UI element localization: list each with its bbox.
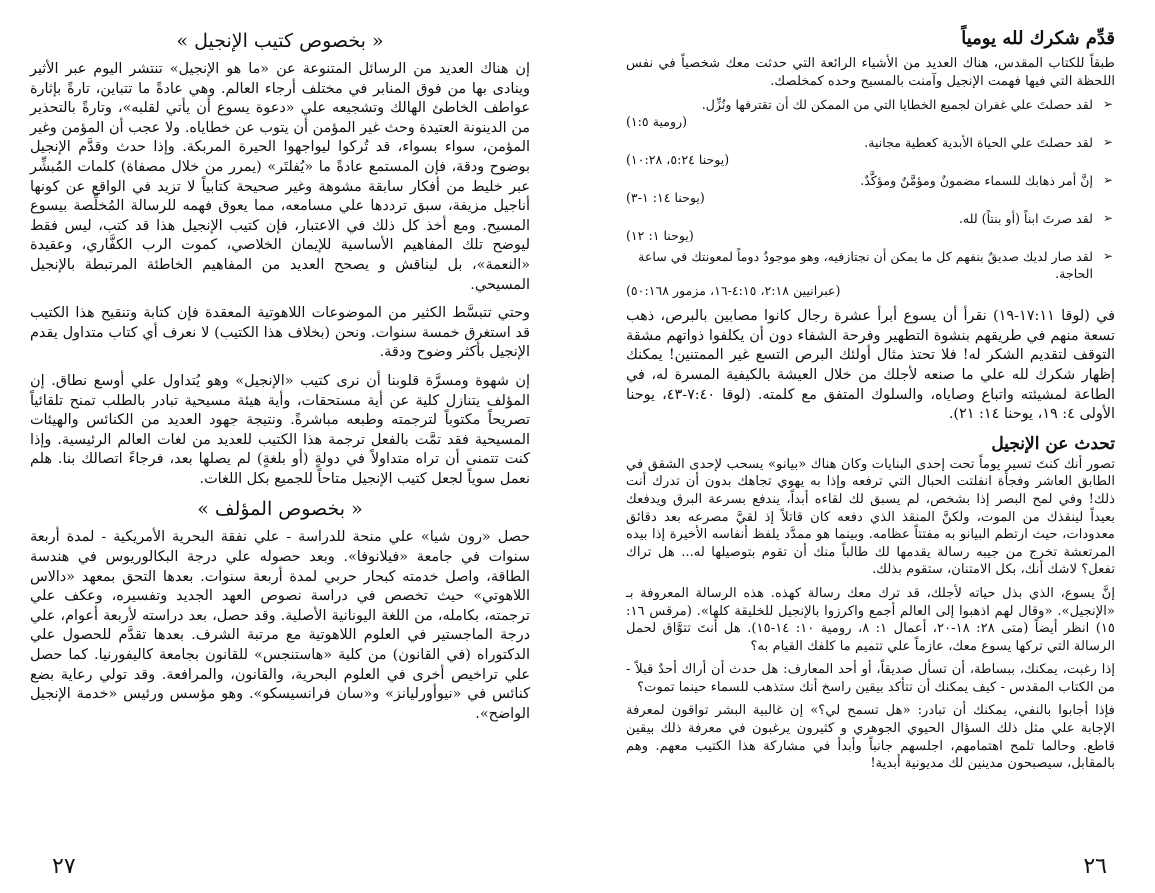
arrow-bullet-icon: ➢ (1102, 135, 1113, 150)
list-item: ➢ لقد حصلتَ علي غفران لجميع الخطايا التي من الممكن لك أن تقترفها ونُزِّل. (رومية ١:٥) (626, 97, 1113, 130)
luke-paragraph: في (لوقا ١٧:١١-١٩) نقرأ أن يسوع أبرأ عشرة رجال كانوا مصابين بالبرص، ذهب تسعة منهم في طريقهم بنشوة التطهير وفرحة الشفاء دون أن يكلفوا ذواتهم مشقة التوقف لتقديم الشكر له! فلا تحتذ مثال أولئك البرص التسع غير الممتنين! يمكنك إظهار شكرك لله علي ما صنعه لأجلك من خلال العيشة بالكيفية المسرة له، في الطاعة لمشيئته واتباع وصاياه، والسلوك المتفق مع كلمته. (لوقا ٧:٤٠-٤٣، يوحنا الأولى ٤: ١٩، يوحنا ١٤: ٢١). (626, 308, 1115, 423)
arrow-bullet-icon: ➢ (1102, 249, 1113, 264)
thanks-intro: طبقاً للكتاب المقدس، هناك العديد من الأشياء الرائعة التي حدثت معك شخصياً في نفس اللحظة التي فيها فهمت الإنجيل وآمنت بالمسيح وحده كمخلصك. (626, 56, 1115, 89)
author-paragraph: حصل «رون شيا» علي منحة للدراسة - علي نفقة البحرية الأمريكية - لمدة أربعة سنوات في جامعة «فيلانوفا». وبعد حصوله علي درجة البكالوريوس في هندسة الطاقة، واصل خدمته كبحار حربي لمدة أربعة سنوات. بعدها التحق بمعهد «دالاس اللاهوتي» حيث تخصص في دراسة نصوص العهد الجديد وتفسيره، وعكف علي ترجمته، بكامله، من اللغة اليونانية الأصلية. وقد حصل، بعد دراسته لأربعة أعوام، علي درجة الماجستير في العلوم اللاهوتية مع مرتبة الشرف. بعدها تقدَّم للحصول علي الدكتوراه (في القانون) من كلية «هاستنجس» للقانون بجامعة كاليفورنيا. كما حصل علي تراخيص أخرى في العلوم البحرية، والقانون، والمرافعة. وقد تولي رعاية بضع كنائس في «نيوأورليانز» و«سان فرانسيسكو». وهو مؤسس ورئيس «خدمة الإنجيل الواضح». (30, 529, 530, 722)
arrow-bullet-icon: ➢ (1102, 211, 1113, 226)
share-gospel-heading: تحدث عن الإنجيل (991, 433, 1115, 454)
verse-reference: (عبرانيين ٢:١٨، ٤:١٥-١٦، مزمور ٥٠:١٦٨) (626, 283, 841, 299)
gospel-booklet-paragraph-2: وحتي تتبسَّط الكثير من الموضوعات اللاهوتية المعقدة فإن كتابة وتنقيح هذا الكتيب قد استغرق خمسة سنوات. ونحن (بخلاف هذا الكتيب) لا نعرف أي كتاب متداول يقدم الإنجيل بأكثر وضوح ودقة. (30, 305, 530, 361)
ask-friend-paragraph: إذا رغبت، يمكنك، ببساطة، أن تسأل صديقاً، أو أحد المعارف: هل حدث أن أراك أحدٌ قبلاً - من الكتاب المقدس - كيف يمكنك أن تتأكد بيقين راسخ أنك ستذهب للسماء حينما تموت؟ (626, 662, 1115, 695)
list-item: ➢ لقد صار لديك صديقٌ بنفهم كل ما يمكن أن نجتازفيه، وهو موجودٌ دوماً لمعونتك في ساعة الحاجة. (عبرانيين ٢:١٨، ٤:١٥-١٦، مزمور ٥٠:١٦٨) (626, 249, 1113, 299)
gospel-booklet-heading: « بخصوص كتيب الإنجيل » (176, 30, 384, 52)
gospel-booklet-paragraph-3: إن شهوة ومسرَّة قلوبنا أن نرى كتيب «الإنجيل» وهو يُتداول علي أوسع نطاق. إن المؤلف يتنازل كلية عن أية مستحقات، وأية هيئة مسيحية تبادر بالطلب تمنح تلقائياً تصريحاً مكتوباً لترجمته وطبعه مباشرةً. ونتيجة جهود العديد من الكنائس والهيئات المسيحية فقد تمَّت بالفعل ترجمة هذا الكتيب للعديد من لغات العالم الرئيسية. وإذا كنت تتمنى أن تراه متداولاً في دولةٍ (أو بلغةٍ) لم يصلها بعد، فرجاءً اتصالك بنا. هلم نعمل سوياً لجعل كتيب الإنجيل متاحاً للجميع بكل اللغات. (30, 372, 530, 487)
page-number-right: ٢٦ (1083, 854, 1107, 879)
author-heading: « بخصوص المؤلف » (197, 498, 363, 521)
verse-reference: (يوحنا ٥:٢٤، ١٠:٢٨) (626, 152, 730, 168)
list-item: ➢ لقد حصلتَ علي الحياة الأبدية كعطية مجانية. (يوحنا ٥:٢٤، ١٠:٢٨) (626, 135, 1113, 168)
verse-reference: (يوحنا ١: ١٢) (626, 228, 694, 244)
gospel-booklet-paragraph-1: إن هناك العديد من الرسائل المتنوعة عن «ما هو الإنجيل» تنتشر اليوم عبر الأثير وينادى بها من فوق المنابر في مختلف أرجاء العالم. وهي عادةً ما تتباين، تارةً بإثارة عواطف الخاطئ الهالك وتشجيعه علي «دعوة يسوع أن يأتي لقلبه»، وتارةً بالتحذير من الدينونة العتيدة وحث غير المؤمن أن يتوب عن خطاياه. ولا عجب أن المؤمن وغير المؤمن، سواء بسواء، قد تُركوا ليواجهوا الحيرة المربكة. وإذا حدث وقدَّم الإنجيل بوضوح ودقة، فإن المستمع عادةً ما «يُفلتَر» (يمرر من خلال مصفاة) كلمات المُبشِّر عبر خليط من أفكار سابقة مشوهة وغير صحيحة كتابياً لا تزيد في الواقع عن كونها أناجيل مزيفة، سبق ترددها علي مسامعه، مما يعوق فهمه للرسالة المُخلِّصة بيسوع المسيح. ومع أخذ كل ذلك في الاعتبار، فإن كتيب الإنجيل هذا قد كتب، ليس فقط ليوضح تلك المفاهيم الأساسية للإيمان الخلاصي، كموت الرب الكفَّاري، وعقيدة «النعمة»، بل ليناقش و يصحح العديد من المفاهيم الخاطئة المرتبطة بالإنجيل المسيحي. (30, 61, 530, 293)
arrow-bullet-icon: ➢ (1102, 97, 1113, 112)
piano-paragraph: تصور أنك كنتَ تسير يوماً تحت إحدى البنايات وكان هناك «بيانو» يسحب لإحدى الشقق في الطابق العاشر وفجأة انفلتت الحبال التي ترفعه وإذا به يهوي تجاهك بدون أن تدرك أنت ذلك! وفي لمح البصر إذا بشخص، لم يسبق لك لقاءه أبداً، يندفع بسرعة البرق ويدفعك بعيداً لينقذك من الموت، ولكنَّ المنقذ الذي دفعه كان قاتلاً إذ لقيَّ مصرعه بعد دقائق معدودات، حيث ارتطم البيانو به مفتتاً عظامه. وبينما هو ممدَّد يلفظ أنفاسه الأخيرة إذا بيده المرتعشة تخرج من جيبه رسالة يقدمها لك طالباً منك أن تقوم بتوصيلها له... هل تراك تفعل؟ لاشك أنك، بكل الامتنان، ستقوم بذلك. (626, 456, 1115, 578)
list-item: ➢ إنَّ أمر ذهابك للسماء مضمونٌ ومؤمَّنٌ ومؤكَّدٌ. (يوحنا ١٤: ١-٣) (626, 173, 1113, 206)
jesus-message-paragraph: إنَّ يسوع، الذي بذل حياته لأجلك، قد ترك معك رسالة كهذه. هذه الرسالة المعروفة بـ «الإنجيل». «وقال لهم اذهبوا إلى العالم أجمع واكرزوا بالإنجيل للخليقة كلها». (مرقس ١٦: ١٥) انظر أيضاً (متى ٢٨: ١٨-٢٠، أعمال ١: ٨، رومية ١٠: ١٤-١٥). هل أنتَ تتوَّاق لحمل الرسالة التي تركها يسوع معك، عازماً علي تتميم ما كلفك القيام به؟ (626, 585, 1116, 654)
blessings-list (626, 96, 1115, 299)
page-number-left: ٢٧ (52, 854, 76, 879)
thanks-heading: قدِّم شكرك لله يومياً (961, 28, 1115, 49)
right-page (578, 0, 1155, 893)
arrow-bullet-icon: ➢ (1102, 173, 1113, 188)
list-item: ➢ لقد صرتَ ابناً (أو بنتاً) لله. (يوحنا ١: ١٢) (626, 211, 1113, 244)
verse-reference: (يوحنا ١٤: ١-٣) (626, 190, 705, 206)
answer-paragraph: فإذا أجابوا بالنفي، يمكنك أن تبادر: «هل تسمح لي؟» إن غالبية البشر تواقون لمعرفة الإجابة علي مثل ذلك السؤال الحيوي الجوهري و كثيرون يرغبون في معرفة ذلك بيقين قاطع. وحالما تلمح اهتمامهم، اجلسهم جانباً وأبدأ في مشاركة هذا الكتيب معهم. وهم بالمقابل، سيصبحون مدينين لك مديونية أبدية! (626, 703, 1115, 772)
verse-reference: (رومية ١:٥) (626, 114, 688, 130)
